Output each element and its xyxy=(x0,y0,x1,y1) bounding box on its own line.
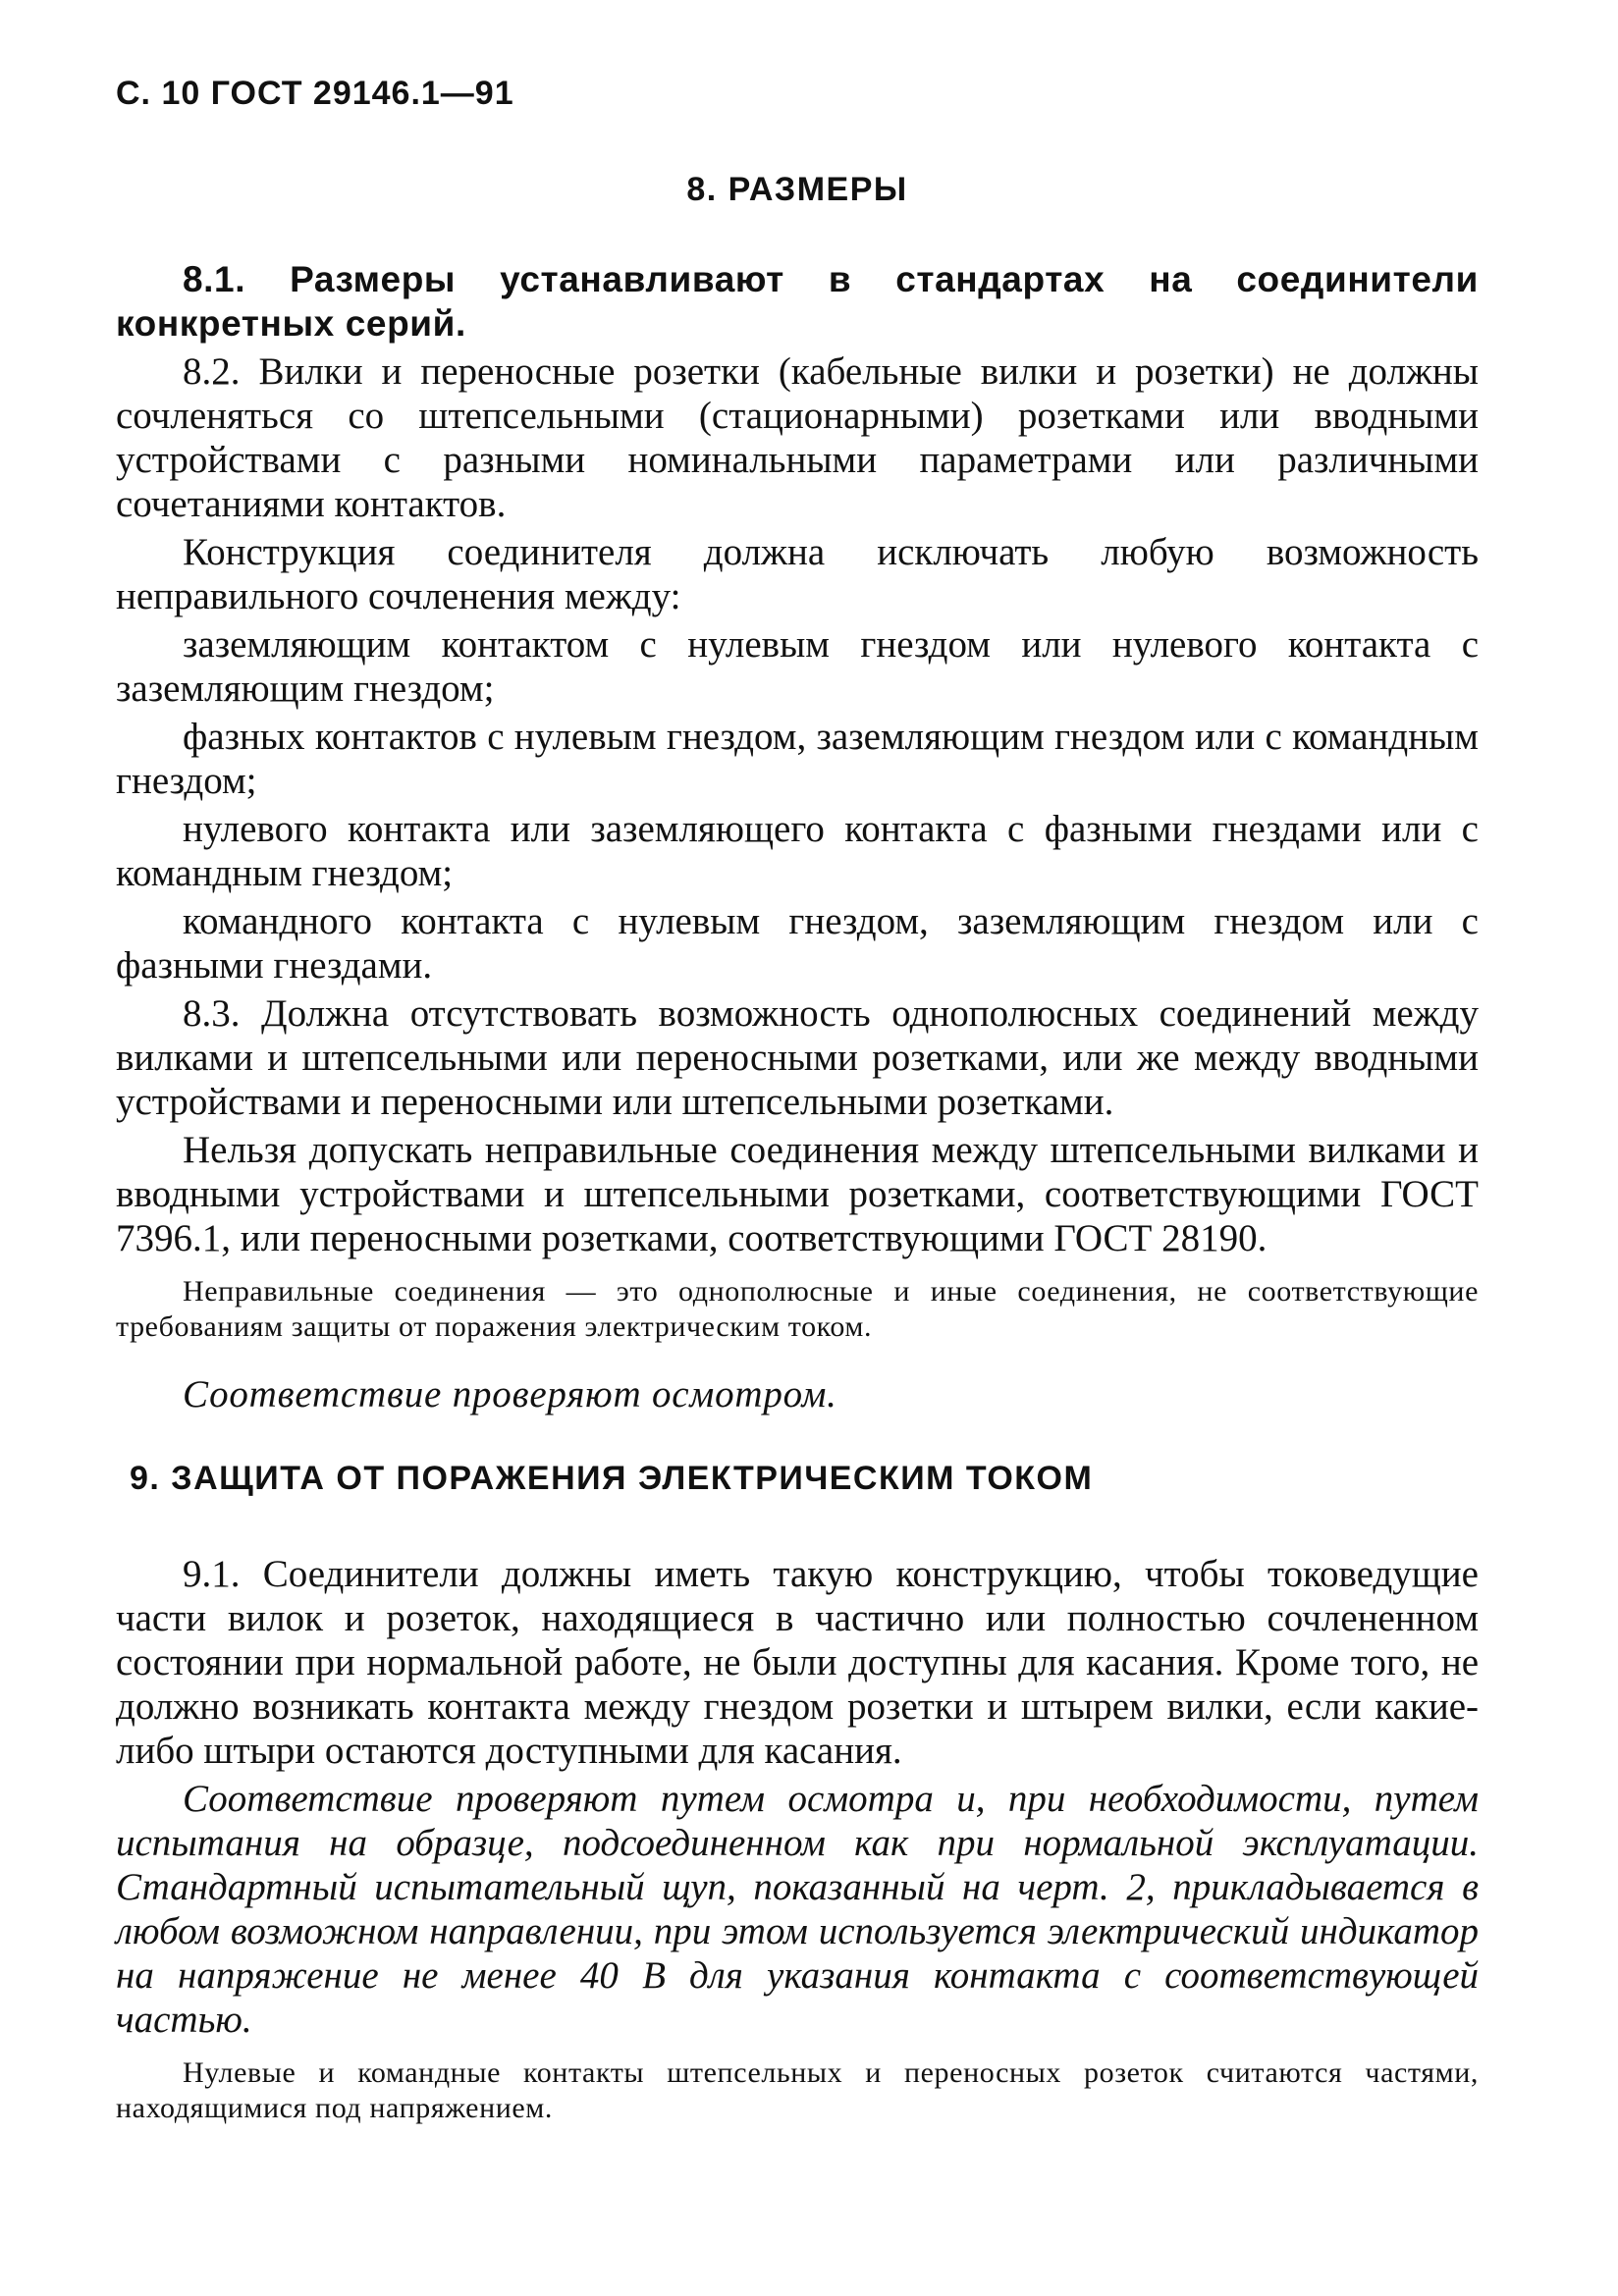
paragraph-wrong-connections: Нельзя допускать неправильные соединения между штепсельными вилками и вводными устройствами и штепсельными розетками, соответствующими ГОСТ 7396.1, или переносными розетками, соответствующими ГОСТ 28190. xyxy=(116,1129,1479,1259)
paragraph-8-2: 8.2. Вилки и переносные розетки (кабельные вилки и розетки) не должны сочленяться со штепсельными (стационарными) розетками или вводными устройствами с разными номинальными параметрами или различными сочетаниями контактов. xyxy=(116,350,1479,525)
compliance-check-8: Соответствие проверяют осмотром. xyxy=(183,1373,837,1415)
page-header: С. 10 ГОСТ 29146.1—91 xyxy=(116,75,514,112)
list-item: командного контакта с нулевым гнездом, заземляющим гнездом или с фазными гнездами. xyxy=(116,900,1479,987)
note-wrong-connections: Неправильные соединения — это однополюсные и иные соединения, не соответствующие требованиям защиты от поражения электрическим током. xyxy=(116,1275,1479,1343)
section-8-title: 8. РАЗМЕРЫ xyxy=(686,171,908,208)
list-item: фазных контактов с нулевым гнездом, заземляющим гнездом или с командным гнездом; xyxy=(116,716,1479,802)
list-item: нулевого контакта или заземляющего контакта с фазными гнездами или с командным гнездом; xyxy=(116,808,1479,894)
list-item: заземляющим контактом с нулевым гнездом или нулевого контакта с заземляющим гнездом; xyxy=(116,623,1479,710)
paragraph-8-3: 8.3. Должна отсутствовать возможность однополюсных соединений между вилками и штепсельными или переносными розетками, или же между вводными устройствами и переносными или штепсельными розетками. xyxy=(116,992,1479,1123)
section-9-title: 9. ЗАЩИТА ОТ ПОРАЖЕНИЯ ЭЛЕКТРИЧЕСКИМ ТОКОМ xyxy=(130,1460,1094,1497)
paragraph-8-1: 8.1. Размеры устанавливают в стандартах на соединители конкретных серий. xyxy=(116,259,1479,344)
note-live-parts: Нулевые и командные контакты штепсельных и переносных розеток считаются частями, находящимися под напряжением. xyxy=(116,2056,1479,2124)
paragraph-9-1: 9.1. Соединители должны иметь такую конструкцию, чтобы токоведущие части вилок и розеток, находящиеся в частично или полностью сочлененном состоянии при нормальной работе, не были доступны для касания. Кроме того, не должно возникать контакта между гнездом розетки и штырем вилки, если какие-либо штыри остаются доступными для касания. xyxy=(116,1553,1479,1772)
compliance-check-9: Соответствие проверяют путем осмотра и, при необходимости, путем испытания на образце, подсоединенном как при нормальной эксплуатации. Стандартный испытательный щуп, показанный на черт. 2, прикладывается в любом возможном направлении, при этом используется электрический индикатор на напряжение не менее 40 В для указания контакта с соответствующей частью. xyxy=(116,1778,1479,2041)
paragraph-construction: Конструкция соединителя должна исключать любую возможность неправильного сочленения между: xyxy=(116,531,1479,617)
